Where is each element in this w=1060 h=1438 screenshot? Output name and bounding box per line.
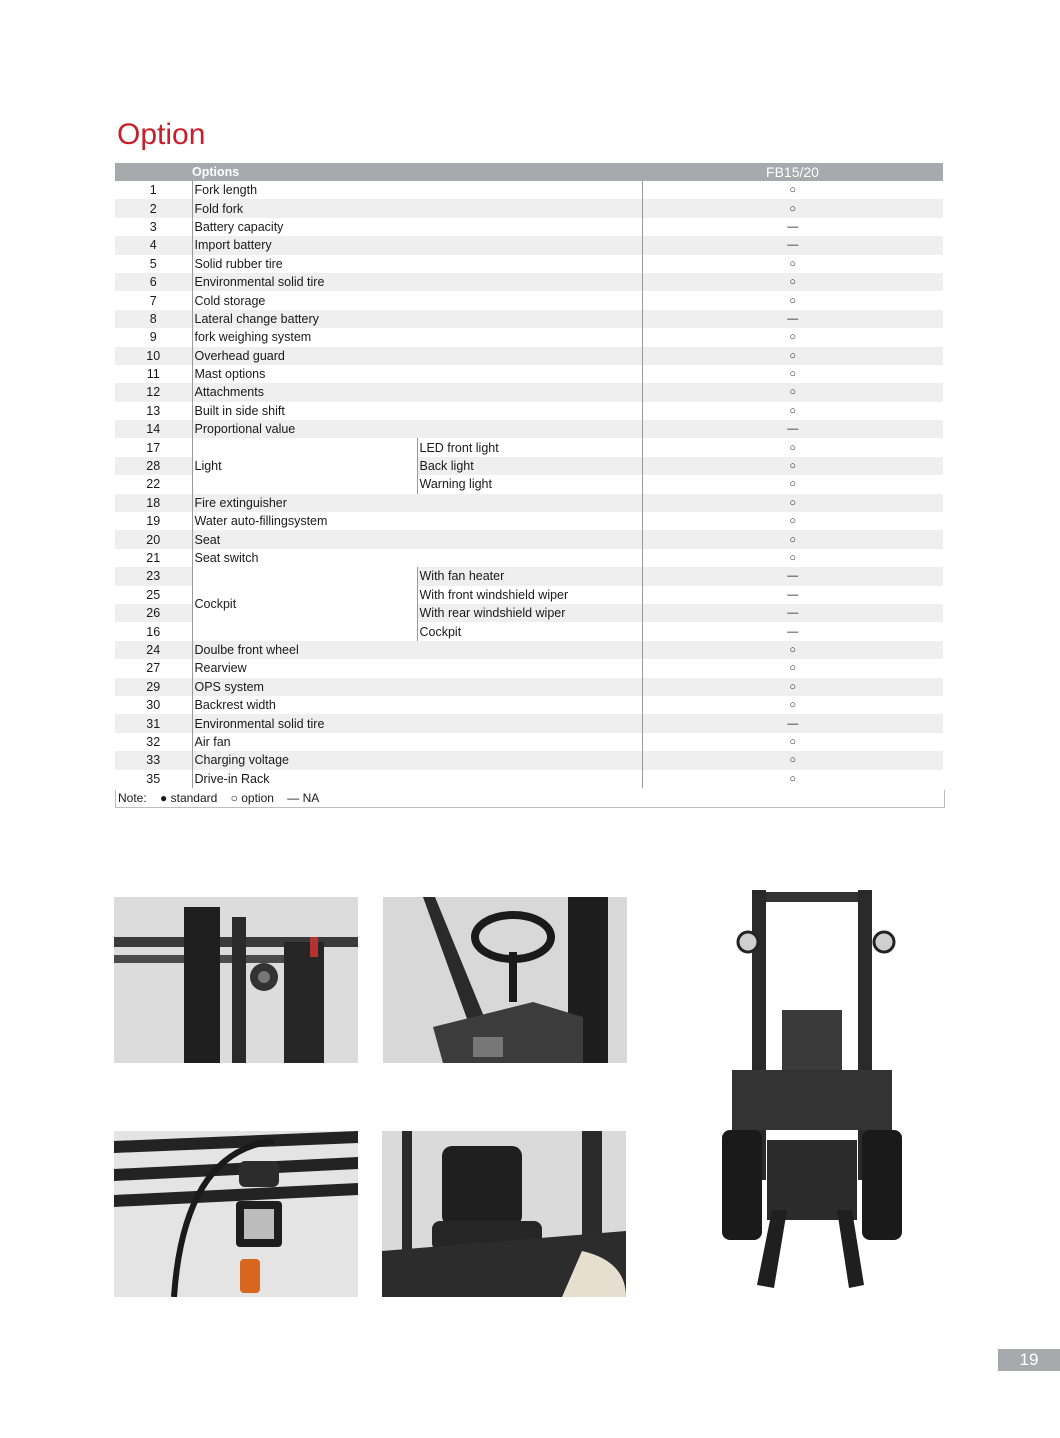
option-sub-name: Cockpit — [417, 622, 642, 640]
row-number: 23 — [115, 567, 192, 585]
row-number: 17 — [146, 440, 161, 455]
option-sub-name: Back light — [417, 457, 642, 475]
header-options: Options — [192, 163, 642, 181]
option-name: Environmental solid tire — [192, 714, 642, 732]
option-name: Built in side shift — [192, 402, 642, 420]
note-label: Note: — [118, 791, 147, 805]
option-availability: ○ — [642, 751, 943, 769]
page-title: Option — [117, 118, 206, 151]
option-group-name: Light — [192, 438, 417, 493]
option-availability: ○ — [642, 181, 943, 199]
option-group-name: Cockpit — [192, 567, 417, 641]
option-availability: — — [642, 714, 943, 732]
option-availability: ○ — [642, 549, 943, 567]
row-number: 19 — [146, 514, 161, 529]
row-number: 13 — [146, 403, 161, 418]
header-model: FB15/20 — [642, 163, 943, 181]
table-row — [115, 714, 943, 732]
option-name: Solid rubber tire — [192, 255, 642, 273]
table-row — [115, 402, 943, 420]
option-name: Backrest width — [192, 696, 642, 714]
option-availability: — — [642, 604, 943, 622]
option-sub-name: With front windshield wiper — [417, 586, 642, 604]
option-sub-name: With fan heater — [417, 567, 642, 585]
option-availability: — — [642, 236, 943, 254]
option-name: fork weighing system — [192, 328, 642, 346]
option-name: Seat — [192, 530, 642, 548]
option-name: Rearview — [192, 659, 642, 677]
option-name: Mast options — [192, 365, 642, 383]
table-row — [115, 365, 943, 383]
table-row — [115, 291, 943, 309]
option-availability: ○ — [642, 291, 943, 309]
row-number: 8 — [115, 310, 192, 328]
row-number: 22 — [146, 477, 161, 492]
row-number: 4 — [115, 236, 192, 254]
row-number: 9 — [149, 330, 157, 345]
row-number: 24 — [115, 641, 192, 659]
table-row — [115, 328, 943, 346]
option-name: Environmental solid tire — [192, 273, 642, 291]
option-availability: — — [642, 567, 943, 585]
option-sub-name: Warning light — [417, 475, 642, 493]
table-row — [115, 567, 943, 585]
row-number: 16 — [146, 624, 161, 639]
table-row — [115, 770, 943, 788]
option-availability: ○ — [642, 328, 943, 346]
option-name: Charging voltage — [192, 751, 642, 769]
row-number: 11 — [146, 367, 160, 382]
row-number: 29 — [115, 678, 192, 696]
row-number: 25 — [146, 587, 161, 602]
header-no — [115, 163, 192, 181]
option-sub-name: With rear windshield wiper — [417, 604, 642, 622]
option-availability: ○ — [642, 696, 943, 714]
option-availability: ○ — [642, 641, 943, 659]
page-number: 19 — [998, 1349, 1060, 1371]
photo-cockpit-steering — [383, 897, 627, 1063]
option-availability: ○ — [642, 457, 943, 475]
option-availability: ○ — [642, 255, 943, 273]
table-row — [115, 181, 943, 199]
table-body — [115, 181, 943, 788]
row-number: 18 — [115, 494, 192, 512]
option-availability: ○ — [642, 347, 943, 365]
row-number: 6 — [115, 273, 192, 291]
row-number: 32 — [146, 734, 161, 749]
option-availability: ○ — [642, 273, 943, 291]
option-availability: — — [642, 622, 943, 640]
row-number: 5 — [149, 256, 157, 271]
row-number: 2 — [115, 199, 192, 217]
option-name: Fold fork — [192, 199, 642, 217]
row-number: 30 — [146, 698, 161, 713]
table-row — [115, 678, 943, 696]
row-number: 20 — [115, 530, 192, 548]
row-number: 33 — [115, 751, 192, 769]
option-name: Drive-in Rack — [192, 770, 642, 788]
table-row — [115, 218, 943, 236]
option-name: Water auto-fillingsystem — [192, 512, 642, 530]
option-name: Fork length — [192, 181, 642, 199]
note-standard: ● standard — [160, 791, 218, 805]
option-name: Air fan — [192, 733, 642, 751]
option-availability: ○ — [642, 678, 943, 696]
table-row — [115, 696, 943, 714]
table-row — [115, 751, 943, 769]
row-number: 3 — [149, 219, 157, 234]
table-row — [115, 641, 943, 659]
option-name: Battery capacity — [192, 218, 642, 236]
option-name: Cold storage — [192, 291, 642, 309]
option-availability: ○ — [642, 770, 943, 788]
note-na: — NA — [287, 791, 320, 805]
photo-headlight — [114, 1131, 358, 1297]
option-availability: ○ — [642, 365, 943, 383]
table-row — [115, 420, 943, 438]
table-row — [115, 659, 943, 677]
table-row — [115, 383, 943, 401]
option-availability: — — [642, 218, 943, 236]
row-number: 1 — [149, 183, 157, 198]
legend-note — [115, 790, 945, 808]
table-row — [115, 512, 943, 530]
table-row — [115, 494, 943, 512]
photo-mast-chain — [114, 897, 358, 1063]
row-number: 14 — [115, 420, 192, 438]
table-row — [115, 530, 943, 548]
row-number: 28 — [115, 457, 192, 475]
table-row — [115, 549, 943, 567]
table-row — [115, 438, 943, 456]
option-sub-name: LED front light — [417, 438, 642, 456]
option-name: Overhead guard — [192, 347, 642, 365]
option-availability: ○ — [642, 733, 943, 751]
option-name: Proportional value — [192, 420, 642, 438]
option-availability: ○ — [642, 494, 943, 512]
options-table — [115, 163, 943, 788]
option-name: Seat switch — [192, 549, 642, 567]
table-row — [115, 199, 943, 217]
row-number: 26 — [115, 604, 192, 622]
row-number: 27 — [146, 661, 161, 676]
option-availability: — — [642, 586, 943, 604]
table-row — [115, 273, 943, 291]
row-number: 21 — [146, 551, 161, 565]
option-availability: ○ — [642, 402, 943, 420]
option-availability: ○ — [642, 475, 943, 493]
option-availability: ○ — [642, 438, 943, 456]
photo-forklift-front — [712, 880, 912, 1292]
row-number: 10 — [115, 347, 192, 365]
row-number: 31 — [115, 714, 192, 732]
row-number: 7 — [149, 293, 157, 308]
option-name: Lateral change battery — [192, 310, 642, 328]
option-availability: ○ — [642, 383, 943, 401]
option-availability: ○ — [642, 659, 943, 677]
option-name: OPS system — [192, 678, 642, 696]
note-option: ○ option — [230, 791, 274, 805]
option-availability: ○ — [642, 512, 943, 530]
option-availability: — — [642, 420, 943, 438]
option-availability: ○ — [642, 199, 943, 217]
option-name: Doulbe front wheel — [192, 641, 642, 659]
table-row — [115, 347, 943, 365]
table-row — [115, 255, 943, 273]
table-row — [115, 733, 943, 751]
table-header — [115, 163, 943, 181]
row-number: 12 — [115, 383, 192, 401]
option-name: Attachments — [192, 383, 642, 401]
table-row — [115, 236, 943, 254]
option-availability: ○ — [642, 530, 943, 548]
photo-seat — [382, 1131, 626, 1297]
option-name: Import battery — [192, 236, 642, 254]
row-number: 35 — [146, 771, 161, 786]
table-row — [115, 310, 943, 328]
option-name: Fire extinguisher — [192, 494, 642, 512]
option-availability: — — [642, 310, 943, 328]
